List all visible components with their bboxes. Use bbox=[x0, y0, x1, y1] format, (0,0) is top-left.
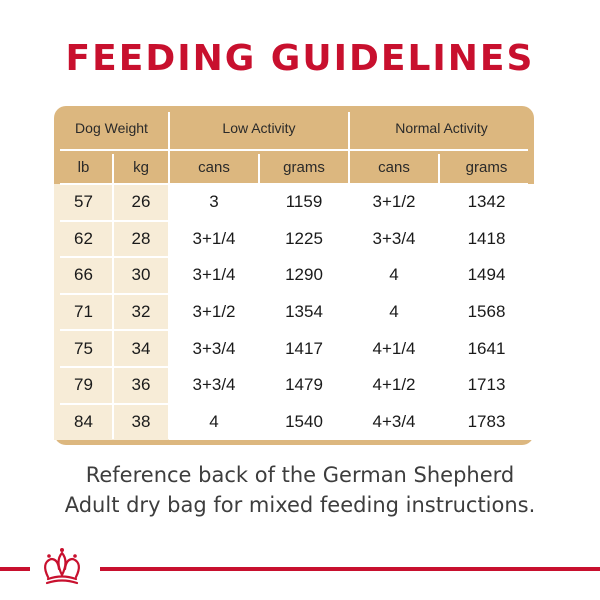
grid-line-horizontal bbox=[60, 149, 528, 151]
column-header-kg: kg bbox=[133, 158, 149, 176]
table-cell-low-grams: 1159 bbox=[259, 184, 349, 221]
column-header-low-cans: cans bbox=[198, 158, 230, 176]
crown-icon bbox=[36, 547, 88, 587]
table-cell-kg: 38 bbox=[113, 404, 169, 441]
table-cell-normal-cans: 4+1/2 bbox=[349, 367, 439, 404]
column-header-normal-cans: cans bbox=[378, 158, 410, 176]
grid-line-vertical bbox=[348, 112, 350, 439]
grid-line-horizontal bbox=[60, 329, 528, 331]
table-cell-kg: 28 bbox=[113, 221, 169, 258]
table-cell-kg: 32 bbox=[113, 294, 169, 331]
table-cell-low-cans: 3+1/4 bbox=[169, 257, 259, 294]
table-cell-low-grams: 1225 bbox=[259, 221, 349, 258]
table-cell-lb: 62 bbox=[54, 221, 113, 258]
table-cell-normal-grams: 1494 bbox=[439, 257, 534, 294]
table-cell-normal-grams: 1783 bbox=[439, 404, 534, 441]
table-cell-low-cans: 3+1/4 bbox=[169, 221, 259, 258]
table-cell-low-grams: 1290 bbox=[259, 257, 349, 294]
table-cell-normal-grams: 1342 bbox=[439, 184, 534, 221]
table-cell-normal-cans: 4+3/4 bbox=[349, 404, 439, 441]
grid-line-horizontal bbox=[60, 256, 528, 258]
group-header-normal-activity: Normal Activity bbox=[395, 120, 488, 136]
table-cell-normal-cans: 4+1/4 bbox=[349, 330, 439, 367]
table-cell-kg: 36 bbox=[113, 367, 169, 404]
page-title: FEEDING GUIDELINES bbox=[65, 38, 535, 79]
grid-line-horizontal bbox=[60, 183, 528, 185]
footer-bar-left bbox=[0, 567, 30, 571]
table-cell-normal-cans: 4 bbox=[349, 257, 439, 294]
grid-line-horizontal bbox=[60, 366, 528, 368]
table-cell-normal-cans: 3+3/4 bbox=[349, 221, 439, 258]
grid-line-horizontal bbox=[60, 293, 528, 295]
table-cell-low-cans: 4 bbox=[169, 404, 259, 441]
table-cell-normal-cans: 4 bbox=[349, 294, 439, 331]
table-cell-kg: 34 bbox=[113, 330, 169, 367]
table-cell-low-cans: 3 bbox=[169, 184, 259, 221]
grid-line-horizontal bbox=[60, 403, 528, 405]
table-cell-lb: 71 bbox=[54, 294, 113, 331]
group-header-low-activity: Low Activity bbox=[222, 120, 296, 136]
table-cell-normal-grams: 1418 bbox=[439, 221, 534, 258]
table-cell-low-grams: 1417 bbox=[259, 330, 349, 367]
grid-line-vertical bbox=[438, 154, 440, 439]
table-cell-low-cans: 3+3/4 bbox=[169, 367, 259, 404]
table-cell-normal-grams: 1713 bbox=[439, 367, 534, 404]
grid-line-vertical bbox=[168, 112, 170, 439]
column-header-normal-grams: grams bbox=[465, 158, 508, 176]
grid-line-vertical bbox=[258, 154, 260, 439]
reference-note-line-1: Reference back of the German Shepherd bbox=[85, 463, 515, 487]
table-cell-low-cans: 3+3/4 bbox=[169, 330, 259, 367]
column-header-lb: lb bbox=[77, 158, 90, 176]
table-cell-normal-grams: 1641 bbox=[439, 330, 534, 367]
table-cell-lb: 84 bbox=[54, 404, 113, 441]
table-cell-low-grams: 1354 bbox=[259, 294, 349, 331]
table-cell-lb: 75 bbox=[54, 330, 113, 367]
column-header-low-grams: grams bbox=[283, 158, 325, 176]
table-cell-kg: 26 bbox=[113, 184, 169, 221]
reference-note-line-2: Adult dry bag for mixed feeding instructions. bbox=[64, 493, 536, 517]
reference-note bbox=[0, 460, 600, 520]
table-cell-lb: 57 bbox=[54, 184, 113, 221]
table-cell-low-cans: 3+1/2 bbox=[169, 294, 259, 331]
table-cell-lb: 66 bbox=[54, 257, 113, 294]
grid-line-horizontal bbox=[60, 220, 528, 222]
footer-bar-right bbox=[100, 567, 600, 571]
table-cell-low-grams: 1540 bbox=[259, 404, 349, 441]
feeding-table bbox=[54, 106, 534, 445]
grid-line-vertical bbox=[112, 154, 114, 439]
table-cell-normal-grams: 1568 bbox=[439, 294, 534, 331]
table-cell-kg: 30 bbox=[113, 257, 169, 294]
table-cell-low-grams: 1479 bbox=[259, 367, 349, 404]
table-cell-normal-cans: 3+1/2 bbox=[349, 184, 439, 221]
table-cell-lb: 79 bbox=[54, 367, 113, 404]
group-header-dog-weight: Dog Weight bbox=[75, 120, 148, 136]
